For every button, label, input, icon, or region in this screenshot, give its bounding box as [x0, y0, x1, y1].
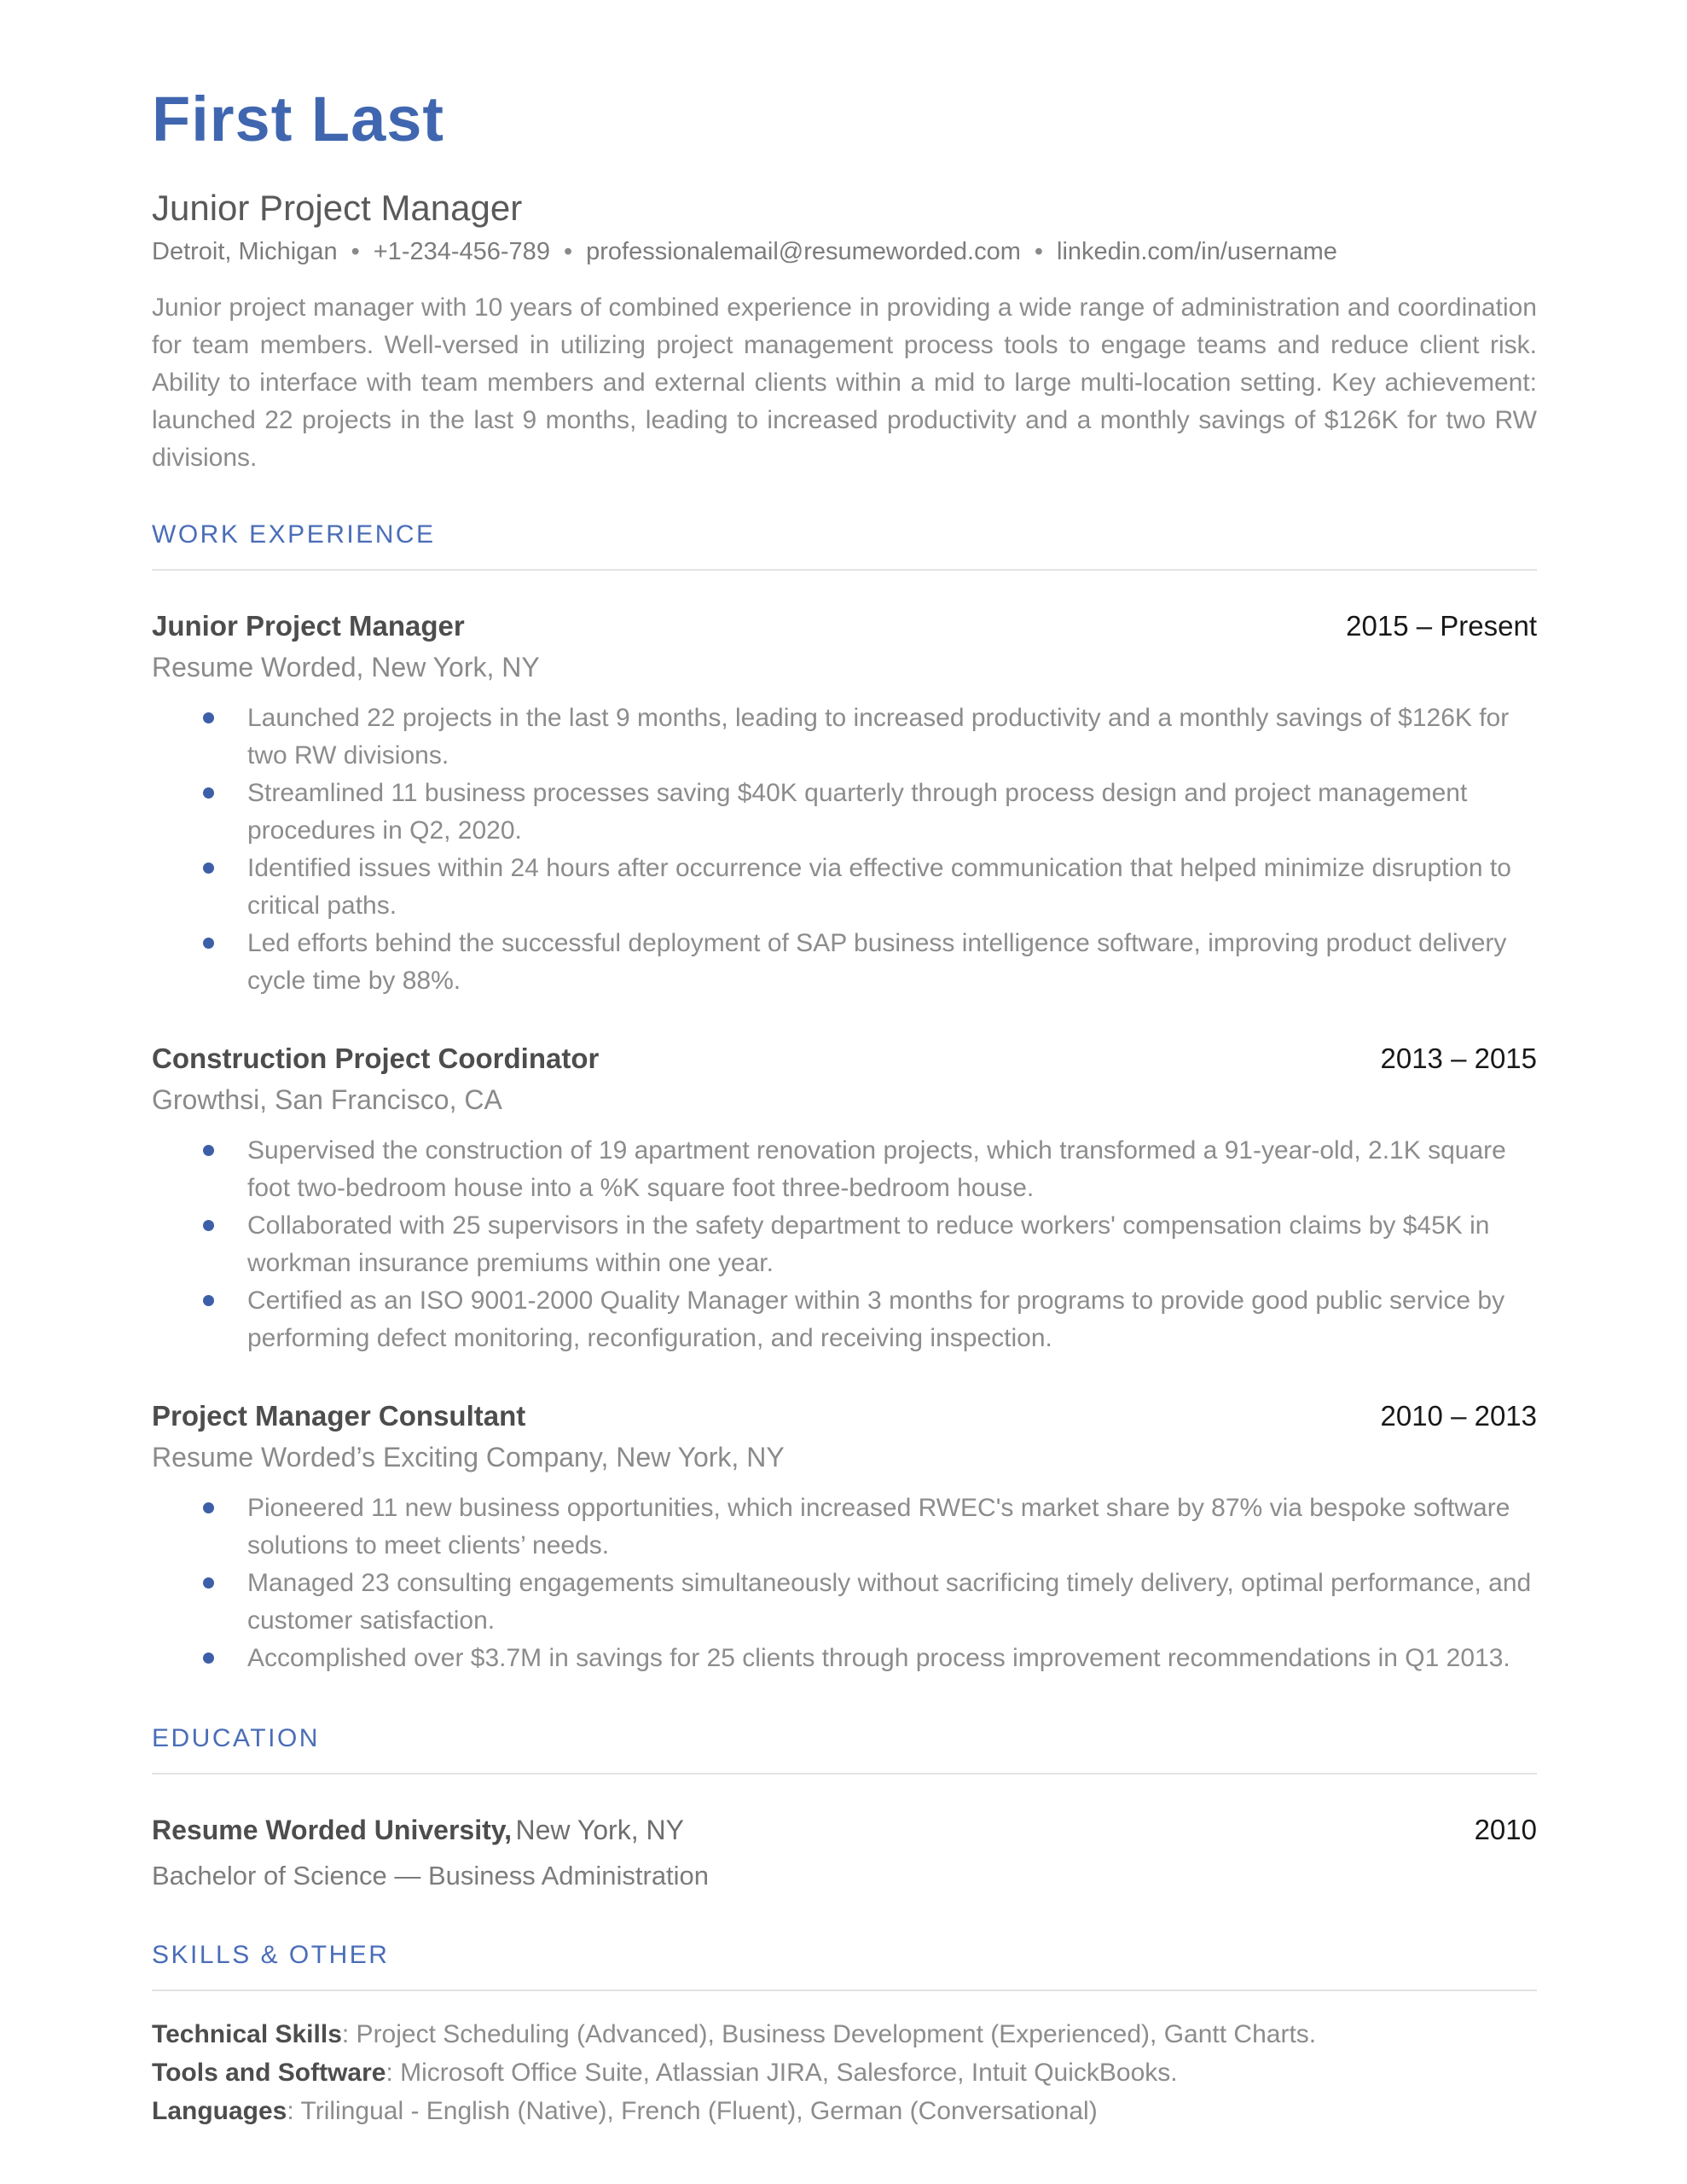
skill-row: [152, 2053, 1537, 2092]
bullet-item: Supervised the construction of 19 apartment renovation projects, which transformed a 91-year-old, 2.1K square foot two-bedroom house into a %K square foot three-bedroom house.: [152, 1132, 1537, 1207]
job-title: Junior Project Manager: [152, 610, 465, 642]
job-entry-head: [152, 607, 1537, 646]
contact-linkedin: linkedin.com/in/username: [1057, 238, 1337, 266]
skill-row: [152, 2092, 1537, 2130]
education-heading: EDUCATION: [152, 1724, 320, 1753]
work-experience-heading: WORK EXPERIENCE: [152, 520, 436, 549]
education-entry-head: [152, 1810, 1537, 1850]
education-entry: [152, 1810, 1537, 1894]
job-dates: 2013 – 2015: [1380, 1043, 1537, 1075]
skills-rows: [152, 2015, 1537, 2130]
contact-separator: •: [563, 238, 573, 266]
section-divider: [152, 1989, 1537, 1991]
skill-text: : Project Scheduling (Advanced), Business Development (Experienced), Gantt Charts.: [341, 2019, 1317, 2048]
section-education: [152, 1723, 1537, 1894]
bullet-item: Certified as an ISO 9001-2000 Quality Manager within 3 months for programs to provide good public service by performing defect monitoring, reconfiguration, and receiving inspection.: [152, 1282, 1537, 1357]
bullet-item: Managed 23 consulting engagements simultaneously without sacrificing timely delivery, optimal performance, and customer satisfaction.: [152, 1565, 1537, 1640]
summary-text: Junior project manager with 10 years of combined experience in providing a wide range of administration and coordination for team members. Well-versed in utilizing project management process tools to engage teams and reduce client risk. Ability to interface with team members and external clients within a mid to large multi-location setting. Key achievement: launched 22 projects in the last 9 months, leading to increased productivity and a monthly savings of $126K for two RW divisions.: [152, 293, 1537, 473]
skill-label: Languages: [152, 2096, 287, 2125]
bullet-item: Pioneered 11 new business opportunities, which increased RWEC's market share by 87% via bespoke software solutions to meet clients’ needs.: [152, 1490, 1537, 1565]
education-school: Resume Worded University,: [152, 1815, 513, 1846]
skill-label: Technical Skills: [152, 2019, 342, 2048]
bullet-item: Identified issues within 24 hours after occurrence via effective communication that helped minimize disruption to critical paths.: [152, 850, 1537, 925]
contact-line: [152, 236, 1537, 267]
section-skills: [152, 1940, 1537, 2130]
bullet-item: Launched 22 projects in the last 9 months, leading to increased productivity and a monthly savings of $126K for two RW divisions.: [152, 700, 1537, 775]
section-divider: [152, 569, 1537, 571]
job-entry-head: [152, 1397, 1537, 1436]
education-date: 2010: [1474, 1814, 1537, 1846]
job-company: Resume Worded, New York, NY: [152, 651, 540, 682]
bullet-item: Accomplished over $3.7M in savings for 25 clients through process improvement recommendations in Q1 2013.: [152, 1640, 1537, 1677]
contact-separator: •: [1034, 238, 1044, 266]
candidate-name: First Last: [152, 84, 445, 154]
job-dates: 2010 – 2013: [1380, 1400, 1537, 1432]
education-school-line: [152, 1811, 684, 1850]
skill-row: [152, 2015, 1537, 2053]
contact-email: professionalemail@resumeworded.com: [586, 238, 1021, 266]
skill-text: : Microsoft Office Suite, Atlassian JIRA, Salesforce, Intuit QuickBooks.: [386, 2058, 1178, 2087]
job-entry: [152, 1397, 1537, 1677]
section-divider: [152, 1773, 1537, 1774]
job-dates: 2015 – Present: [1346, 610, 1537, 642]
job-bullet-list: [152, 700, 1537, 1000]
job-title: Project Manager Consultant: [152, 1400, 526, 1432]
education-school-location: New York, NY: [515, 1815, 684, 1846]
education-degree: Bachelor of Science — Business Administration: [152, 1860, 710, 1891]
skill-text: : Trilingual - English (Native), French (Fluent), German (Conversational): [287, 2096, 1098, 2125]
bullet-item: Streamlined 11 business processes saving $40K quarterly through process design and project management procedures in Q2, 2020.: [152, 775, 1537, 850]
skill-label: Tools and Software: [152, 2058, 386, 2087]
contact-separator: •: [351, 238, 360, 266]
skills-heading: SKILLS & OTHER: [152, 1940, 390, 1969]
job-entry-head: [152, 1039, 1537, 1078]
job-company: Resume Worded’s Exciting Company, New York, NY: [152, 1441, 785, 1472]
job-entry: [152, 1039, 1537, 1357]
job-company: Growthsi, San Francisco, CA: [152, 1083, 502, 1115]
bullet-item: Led efforts behind the successful deployment of SAP business intelligence software, improving product delivery cycle time by 88%.: [152, 925, 1537, 1000]
contact-phone: +1-234-456-789: [373, 238, 550, 266]
candidate-job-title: Junior Project Manager: [152, 187, 523, 228]
bullet-item: Collaborated with 25 supervisors in the safety department to reduce workers' compensation claims by $45K in workman insurance premiums within one year.: [152, 1207, 1537, 1282]
job-bullet-list: [152, 1132, 1537, 1357]
section-work-experience: [152, 520, 1537, 1677]
job-entry: [152, 607, 1537, 1000]
job-bullet-list: [152, 1490, 1537, 1677]
contact-location: Detroit, Michigan: [152, 238, 338, 266]
job-title: Construction Project Coordinator: [152, 1043, 600, 1075]
